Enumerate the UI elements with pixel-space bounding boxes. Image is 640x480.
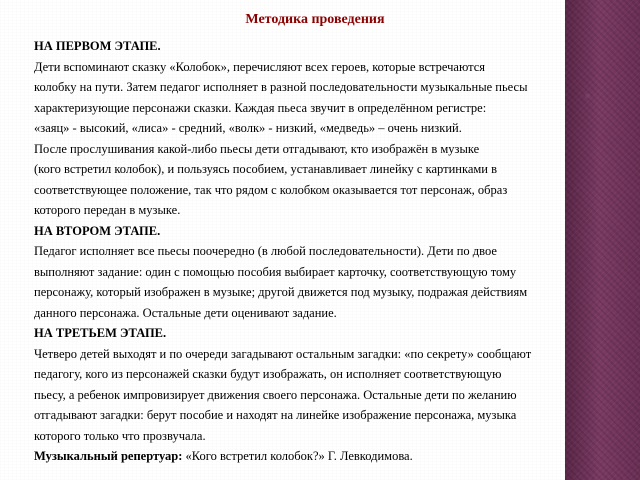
stage-1-heading: НА ПЕРВОМ ЭТАПЕ.	[34, 39, 161, 53]
repertoire-line	[34, 446, 614, 467]
text-line: которого только что прозвучала.	[34, 428, 206, 443]
text-line: Четверо детей выходят и по очереди загадывают остальным загадки: «по секрету» сообщают	[34, 346, 532, 361]
text-line: колобку на пути. Затем педагог исполняет в разной последовательности музыкальные пьесы	[34, 80, 528, 94]
text-line: данного персонажа. Остальные дети оценивают задание.	[34, 305, 337, 320]
repertoire-label: Музыкальный репертуар:	[34, 449, 183, 463]
text-line: После прослушивания какой-либо пьесы дети отгадывают, кто изображён в музыке	[34, 141, 480, 156]
text-line: Педагог исполняет все пьесы поочередно (в любой последовательности). Дети по двое	[34, 244, 497, 258]
document-body	[34, 36, 614, 467]
text-line: пьесу, а ребенок импровизирует движения своего персонажа. Остальные дети по желанию	[34, 387, 517, 402]
text-line: персонажу, который изображен в музыке; другой движется под музыку, подражая действиям	[34, 285, 528, 299]
text-line: (кого встретил колобок), и пользуясь пособием, устанавливает линейку с картинками в	[34, 162, 498, 176]
stage-3-heading: НА ТРЕТЬЕМ ЭТАПЕ.	[34, 326, 167, 340]
page-title: Методика проведения	[245, 12, 385, 27]
text-line: соответствующее положение, так что рядом с колобком оказывается тот персонаж, образ	[34, 182, 508, 197]
text-line: которого передан в музыке.	[34, 203, 181, 217]
text-line: характеризующие персонажи сказки. Каждая пьеса звучит в определённом регистре:	[34, 100, 487, 115]
text-line: «заяц» - высокий, «лиса» - средний, «волк» - низкий, «медведь» – очень низкий.	[34, 121, 462, 135]
stage-2-heading: НА ВТОРОМ ЭТАПЕ.	[34, 223, 161, 238]
text-line: отгадывают загадки: берут пособие и находят на линейке изображение персонажа, музыка	[34, 408, 517, 422]
text-line: Дети вспоминают сказку «Колобок», перечисляют всех героев, которые встречаются	[34, 59, 486, 74]
text-line: педагогу, кого из персонажей сказки будут изображать, он исполняет соответствующую	[34, 367, 502, 381]
repertoire-text: «Кого встретил колобок?» Г. Левкодимова.	[182, 449, 413, 463]
text-line: выполняют задание: один с помощью пособия выбирает карточку, соответствующую тому	[34, 264, 517, 279]
